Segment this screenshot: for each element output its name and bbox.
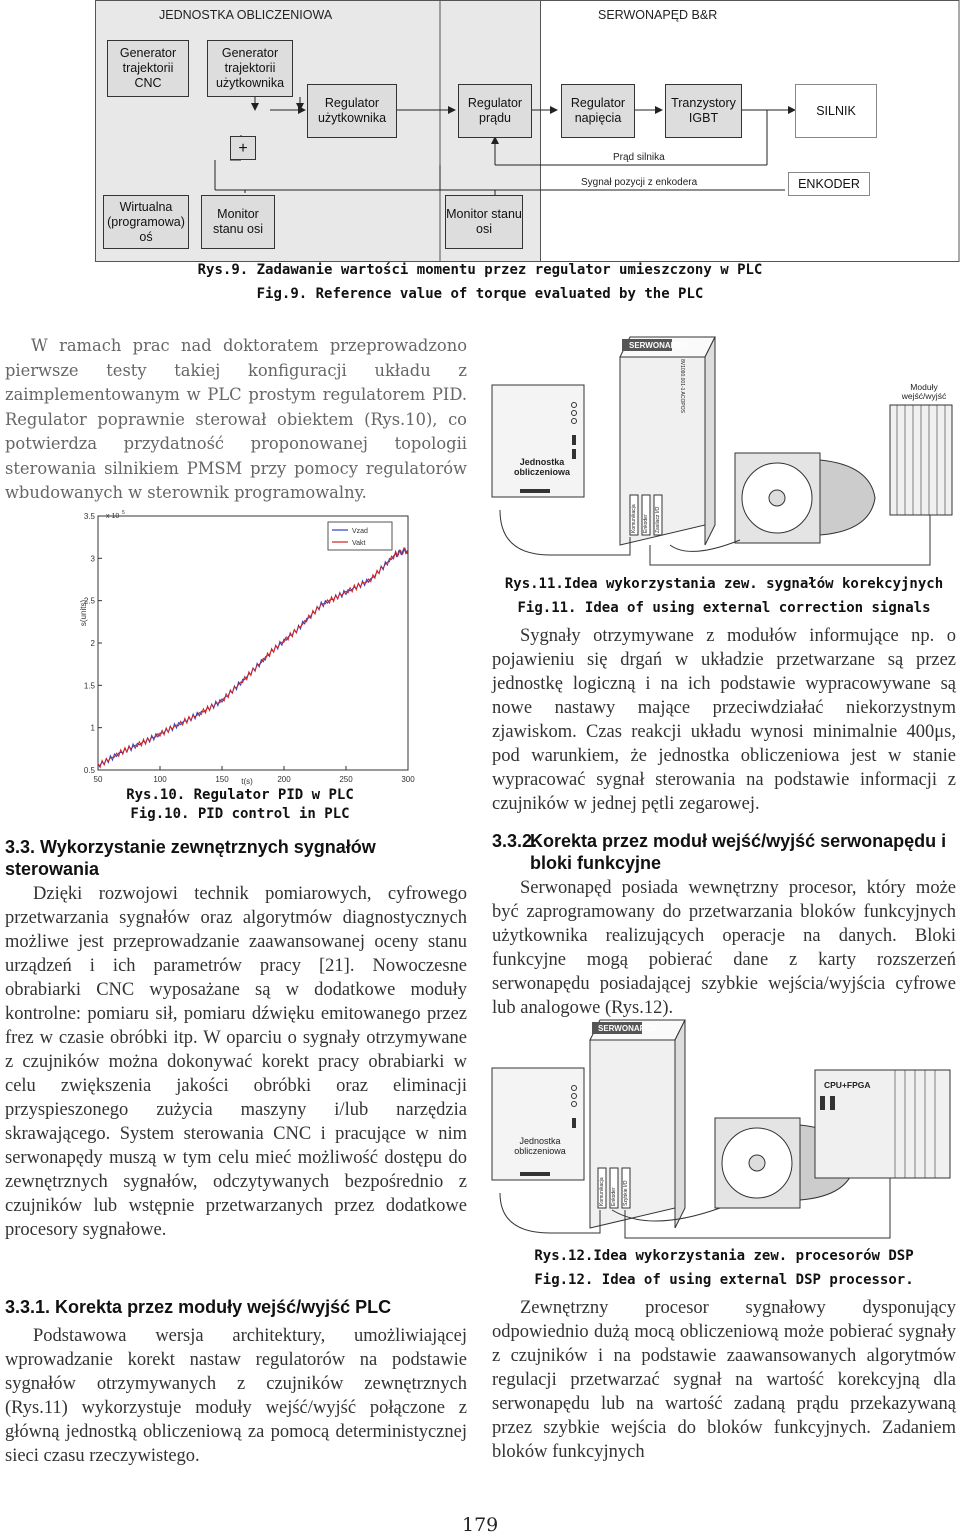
left-frame-title: JEDNOSTKA OBLICZENIOWA (159, 8, 333, 22)
generator-cnc-box: Generator trajektorii CNC (107, 40, 189, 97)
y-axis-label: s(units) (79, 599, 88, 627)
section-3-3-paragraph: Dzięki rozwojowi technik pomiarowych, cyfrowego przetwarzania sygnałów oraz algorytmów diagnostycznych możliwe jest przeprowadzanie zaawansowanej oceny stanu urządzeń i ich parametrów pracy [21]. Nowoczesne obrabiarki CNC wyposażane są w dodatkowe moduły kontrolne: pomiaru sił, pomiaru dźwięku emitowanego przez frez w czasie obróbki itp. W oparciu o sygnały otrzymywane z czujników można dokonywać korekt pracy obrabiarki w celu zwiększenia jakości obróbki oraz eliminacji przyspieszonego zużycia maszyny i/lub narzędzia skrawającego. System sterowania CNC i pracujące w nim serwonapędy muszą w tym celu mieć możliwość dostępu do zewnętrznych sygnałów, odczytywanych bezpośrednio z czujników lub wstępnie przetwarzanych przez dodatkowe procesory sygnałowe. (5, 884, 467, 1240)
fig11-drawing (490, 335, 958, 575)
fig12-slot-2: Enkoder (611, 1187, 617, 1206)
figure-10 (78, 508, 418, 788)
y-multiplier-exponent: 5 (122, 510, 125, 516)
fig11-servo-sublabel: 8V1090.001-1 ACOPOS (679, 359, 685, 413)
fig12-slot-3: Szybkie I/O (623, 1180, 629, 1206)
x-axis-label: t(s) (241, 777, 253, 786)
section-3-3-2-paragraph: Serwonapęd posiada wewnętrzny procesor, który może być zaprogramowany do przetwarzania bloków funkcyjnych użytkownika realizujących operacje na danych. Bloki funkcyjne mogą pobierać dane z karty rozszerzeń serwonapędu posiadającej szybkie wejścia/wyjścia cyfrowe lub analogowe (Rys.12). (492, 878, 956, 1018)
regulator-voltage-box: Regulator napięcia (561, 84, 635, 138)
fig12-cpu-label: CPU+FPGA (824, 1080, 871, 1090)
regulator-current-box: Regulator prądu (458, 84, 532, 138)
motor-box: SILNIK (795, 84, 877, 138)
x-tick-label: 250 (339, 775, 353, 784)
plot-frame (98, 516, 408, 770)
fig12-slot-1: Komunikacja (599, 1177, 605, 1206)
right-paragraph-1: Sygnały otrzymywane z modułów informujące np. o pojawieniu się drgań w układzie przetwarzane są przez jednostkę logiczną i na ich podstawie wypracowywane są nowe nastawy mające przeciwdziałać niekorzystnym zjawiskom. Czas reakcji układu wynosi minimalnie 400μs, pod warunkiem, że jednostka obliczeniowa jest w stanie wypracować sygnał sterowania na podstawie informacji z czujników w jednej pętli zegarowej. (492, 626, 956, 814)
figure-11 (490, 335, 958, 575)
figure-12 (490, 1018, 958, 1243)
section-3-3-1-paragraph: Podstawowa wersja architektury, umożliwiającej wprowadzanie korekt nastaw regulatorów na podstawie sygnałów otrzymywanych z czujników zewnętrznych (Rys.11) wykorzystuje moduły wejść/wyjść połączone z główną jednostką obliczeniową za pomocą deterministycznej sieci czasu rzeczywistego. (5, 1326, 467, 1466)
fig12-unit-label: Jednostka obliczeniowa (514, 1136, 566, 1156)
legend-entry: Vakt (352, 540, 366, 547)
y-tick-label: 3 (90, 554, 95, 564)
sum-block: + (230, 136, 256, 160)
section-3-3-1-heading: 3.3.1. Korekta przez moduły wejść/wyjść PLC (5, 1297, 392, 1317)
y-tick-label: 1.5 (83, 681, 95, 691)
igbt-box: Tranzystory IGBT (665, 84, 742, 138)
monitor-left-box: Monitor stanu osi (201, 195, 275, 249)
intro-paragraph: W ramach prac nad doktoratem przeprowadzono pierwsze testy takiej konfiguracji układu z zaimplementowanym w PLC prostym regulatorem PID. Regulator poprawnie sterował obiektem (Rys.10), co potwierdza przydatność proponowanej topologii sterowania silnikiem PMSM przy pomocy regulatorów wbudowanych w sterownik programowalny. (5, 336, 467, 502)
legend-entry: Vzad (352, 528, 368, 535)
section-3-3-heading: 3.3. Wykorzystanie zewnętrznych sygnałów sterowania (5, 837, 376, 879)
fig9-caption-en: Fig.9. Reference value of torque evaluated by the PLC (256, 286, 704, 302)
section-3-3-2-heading: Korekta przez moduł wejść/wyjść serwonapędu i bloki funkcyjne (530, 831, 947, 873)
fig12-caption-pl: Rys.12.Idea wykorzystania zew. procesorów DSP (534, 1248, 914, 1264)
y-tick-label: 0.5 (83, 766, 95, 775)
fig11-modules-label: Moduły wejść/wyjść (901, 382, 947, 401)
figure-9 (95, 0, 960, 262)
right-paragraph-2: Zewnętrzny procesor sygnałowy dysponujący odpowiednio dużą mocą obliczeniową może pobierać sygnały z czujników i na podstawie zaawansowanych algorytmów regulacji przetwarzać sygnał na wartość korekcyjną dla serwonapędu lub na wartość zadaną prądu przekazywaną przez szybkie wejścia do bloków funkcyjnych. Zadaniem bloków funkcyjnych (492, 1298, 956, 1462)
fig11-caption-pl: Rys.11.Idea wykorzystania zew. sygnałów korekcyjnych (504, 576, 944, 592)
virtual-axis-box: Wirtualna (programowa) oś (103, 195, 189, 249)
x-tick-label: 100 (153, 775, 167, 784)
fig11-unit-label: Jednostka obliczeniowa (514, 457, 571, 477)
fig10-caption-en: Fig.10. PID control in PLC (130, 806, 350, 822)
monitor-right-box: Monitor stanu osi (445, 195, 523, 249)
motor-current-label: Prąd silnika (613, 152, 665, 163)
fig10-chart (78, 508, 418, 788)
encoder-box: ENKODER (788, 172, 870, 196)
regulator-user-box: Regulator użytkownika (307, 84, 397, 138)
x-tick-label: 150 (215, 775, 229, 784)
fig11-servo-label: SERWONAPĘD (629, 341, 688, 350)
fig11-caption-en: Fig.11. Idea of using external correction signals (517, 600, 931, 616)
generator-user-box: Generator trajektorii użytkownika (207, 40, 293, 97)
section-3-3-2-number: 3.3.2. (492, 831, 538, 851)
fig12-caption-en: Fig.12. Idea of using external DSP processor. (534, 1272, 914, 1288)
fig11-slot-3: Zasilacz I/O (655, 506, 661, 533)
encoder-signal-label: Sygnał pozycji z enkodera (581, 177, 698, 188)
x-tick-label: 50 (93, 775, 103, 784)
y-tick-label: 2.5 (83, 596, 95, 606)
page-number: 179 (462, 1514, 499, 1536)
fig9-caption-pl: Rys.9. Zadawanie wartości momentu przez regulator umieszczony w PLC (197, 262, 763, 278)
fig12-drawing (490, 1018, 958, 1243)
x-tick-label: 300 (401, 775, 415, 784)
y-tick-label: 1 (90, 723, 95, 733)
y-multiplier: x 10 (106, 513, 120, 520)
x-tick-label: 200 (277, 775, 291, 784)
fig11-slot-1: Komunikacja (631, 504, 637, 533)
y-tick-label: 3.5 (83, 512, 95, 521)
fig11-slot-2: Enkoder (643, 514, 649, 533)
right-frame-title: SERWONAPĘD B&R (598, 8, 718, 22)
y-tick-label: 2 (90, 639, 95, 648)
fig10-caption-pl: Rys.10. Regulator PID w PLC (126, 787, 354, 803)
fig12-servo-label: SERWONAPĘD (598, 1024, 657, 1033)
